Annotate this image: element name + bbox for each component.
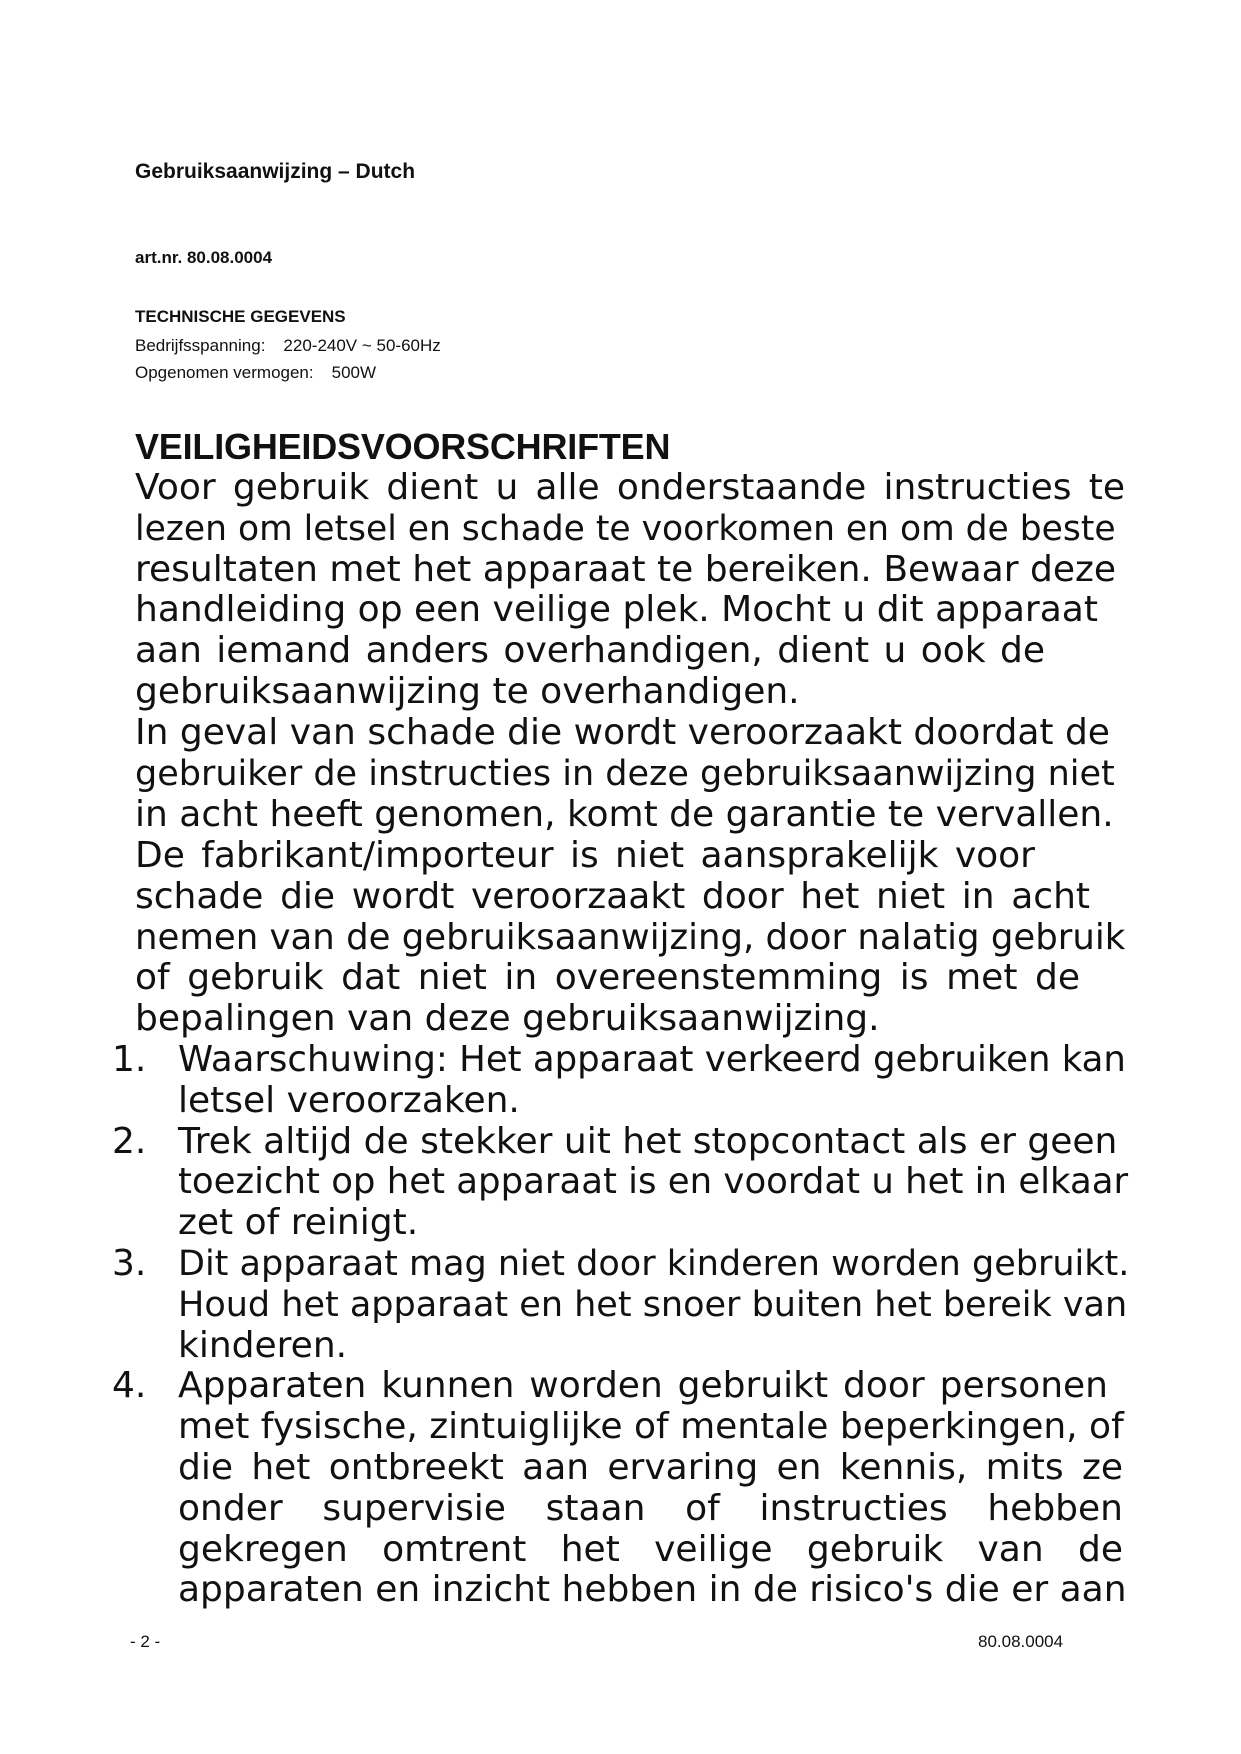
paragraph-line: De fabrikant/importeur is niet aansprakelijk voor: [135, 835, 1035, 876]
list-item: [112, 1244, 1132, 1366]
spec-label: Opgenomen vermogen:: [135, 363, 314, 382]
article-number: art.nr. 80.08.0004: [135, 248, 273, 267]
paragraph-line: aan iemand anders overhandigen, dient u ook de: [135, 630, 1045, 672]
paragraph-line: gebruiker de instructies in deze gebruiksaanwijzing niet: [135, 753, 1115, 794]
safety-paragraph-liability: [135, 836, 1125, 1040]
paragraph-line: gebruiksaanwijzing te overhandigen.: [135, 670, 800, 712]
list-item: [112, 1366, 1132, 1611]
list-item: [112, 1122, 1132, 1244]
paragraph-line: handleiding op een veilige plek. Mocht u dit apparaat: [135, 589, 1098, 631]
footer-article-number: 80.08.0004: [978, 1632, 1064, 1651]
paragraph-line: in acht heeft genomen, komt de garantie te vervallen.: [135, 793, 1114, 835]
paragraph-line: of gebruik dat niet in overeenstemming is met de: [135, 957, 1080, 999]
paragraph-line: Voor gebruik dient u alle onderstaande instructies te: [135, 467, 1125, 508]
paragraph-line: lezen om letsel en schade te voorkomen en om de beste: [135, 508, 1116, 549]
list-number: 1.: [112, 1039, 147, 1080]
list-item-line: onder supervisie staan of instructies hebben: [178, 1487, 1123, 1529]
list-item-line: kinderen.: [178, 1324, 348, 1366]
safety-instructions-list: [112, 1040, 1132, 1611]
technical-data-heading: TECHNISCHE GEGEVENS: [135, 307, 346, 326]
list-item-line: Apparaten kunnen worden gebruikt door personen: [178, 1365, 1108, 1407]
list-item-line: die het ontbreekt aan ervaring en kennis, mits ze: [178, 1446, 1123, 1488]
document-title: Gebruiksaanwijzing – Dutch: [135, 160, 416, 183]
paragraph-line: resultaten met het apparaat te bereiken. Bewaar deze: [135, 548, 1117, 590]
spec-value: 220-240V ~ 50-60Hz: [283, 336, 441, 355]
paragraph-line: In geval van schade die wordt veroorzaakt doordat de: [135, 712, 1110, 753]
list-item-line: Trek altijd de stekker uit het stopcontact als er geen: [178, 1120, 1118, 1162]
paragraph-line: schade die wordt veroorzaakt door het niet in acht: [135, 875, 1090, 917]
list-item: [112, 1040, 1132, 1122]
list-item-line: letsel veroorzaken.: [178, 1079, 520, 1121]
footer-page-number: - 2 -: [130, 1632, 161, 1651]
safety-heading: VEILIGHEIDSVOORSCHRIFTEN: [135, 426, 671, 467]
safety-paragraph-intro: [135, 468, 1125, 713]
list-item-line: apparaten en inzicht hebben in de risico's die er aan: [178, 1569, 1127, 1611]
paragraph-line: bepalingen van deze gebruiksaanwijzing.: [135, 998, 880, 1040]
spec-value: 500W: [331, 363, 377, 382]
paragraph-line: nemen van de gebruiksaanwijzing, door nalatig gebruik: [135, 916, 1126, 958]
list-item-line: gekregen omtrent het veilige gebruik van de: [178, 1528, 1123, 1570]
list-item-line: Dit apparaat mag niet door kinderen worden gebruikt.: [178, 1243, 1130, 1284]
spec-row-power: [135, 363, 376, 383]
list-number: 4.: [112, 1365, 147, 1407]
safety-paragraph-warranty: [135, 713, 1125, 835]
list-item-line: Waarschuwing: Het apparaat verkeerd gebruiken kan: [178, 1039, 1126, 1080]
list-item-line: toezicht op het apparaat is en voordat u het in elkaar: [178, 1161, 1129, 1203]
list-number: 3.: [112, 1242, 147, 1284]
list-item-line: met fysische, zintuiglijke of mentale beperkingen, of: [178, 1406, 1124, 1448]
list-item-line: Houd het apparaat en het snoer buiten het bereik van: [178, 1284, 1128, 1325]
list-number: 2.: [112, 1120, 147, 1162]
spec-label: Bedrijfsspanning:: [135, 336, 266, 355]
list-item-line: zet of reinigt.: [178, 1202, 419, 1244]
spec-row-voltage: [135, 336, 441, 356]
